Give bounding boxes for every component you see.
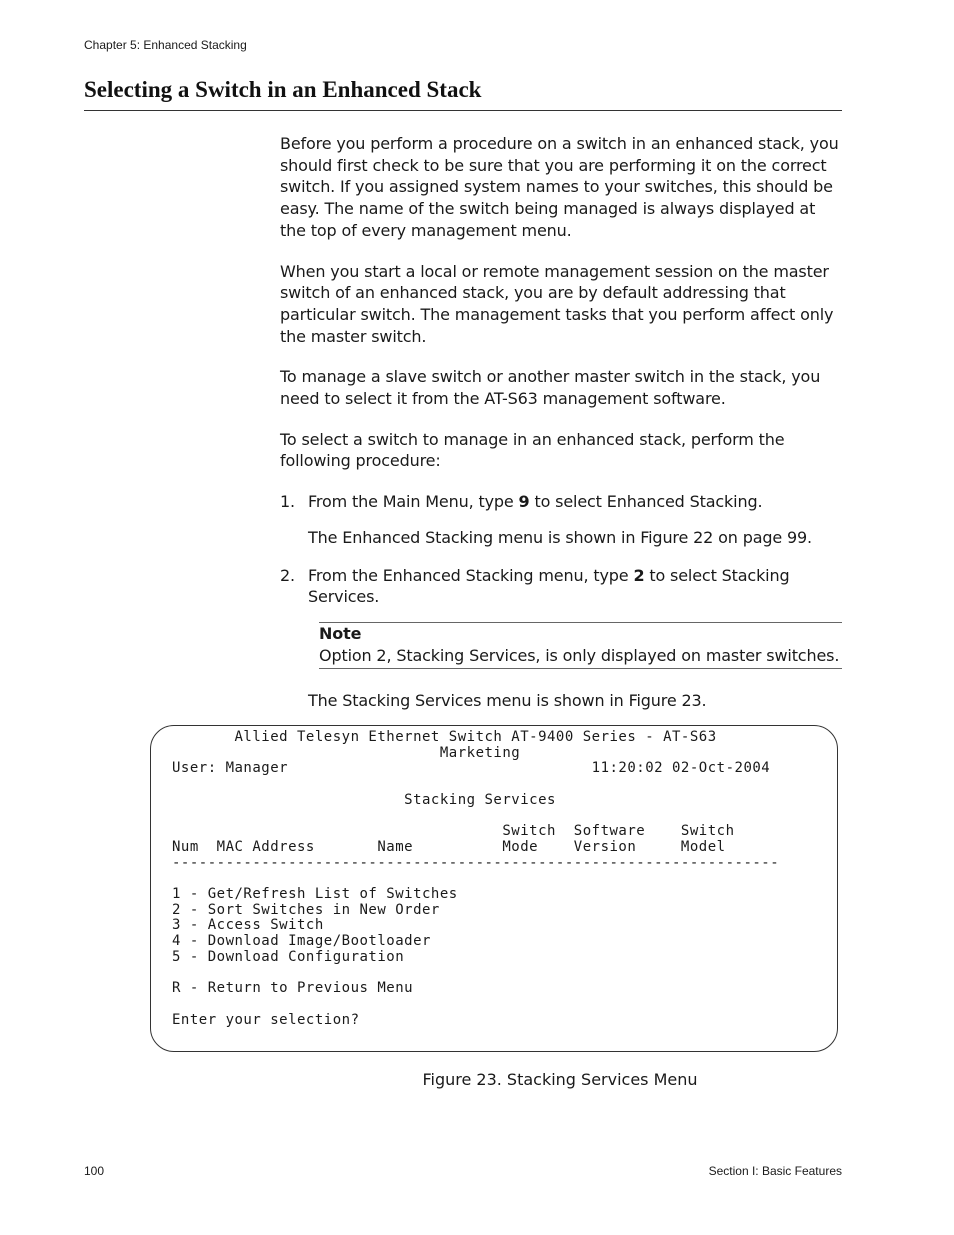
step-detail: The Stacking Services menu is shown in Figure 23. bbox=[308, 691, 707, 711]
paragraph: When you start a local or remote management session on the master switch of an enhanced stack, you are by default addressing that particular switch. The management tasks that you perform affect only the master switch. bbox=[280, 261, 834, 346]
note-label: Note bbox=[319, 623, 362, 643]
step-key: 2 bbox=[633, 565, 645, 585]
step-text: From the Main Menu, type bbox=[308, 492, 519, 512]
figure-caption: Figure 23. Stacking Services Menu bbox=[422, 1070, 698, 1089]
footer-section: Section I: Basic Features bbox=[708, 1164, 842, 1178]
step-text: to select Stacking Services. bbox=[308, 565, 790, 607]
procedure-step bbox=[280, 491, 842, 513]
body-column bbox=[280, 133, 842, 712]
section-title: Selecting a Switch in an Enhanced Stack bbox=[84, 77, 482, 102]
step-number: 1. bbox=[280, 492, 295, 512]
paragraph: To manage a slave switch or another master switch in the stack, you need to select it from the AT-S63 management software. bbox=[280, 367, 821, 409]
note-box bbox=[319, 622, 842, 669]
step-key: 9 bbox=[518, 492, 530, 512]
step-detail: The Enhanced Stacking menu is shown in Figure 22 on page 99. bbox=[308, 527, 812, 547]
paragraph: Before you perform a procedure on a switch in an enhanced stack, you should first check to be sure that you are performing it on the correct switch. If you assigned system names to your switches, this should be easy. The name of the switch being managed is always displayed at the top of every management menu. bbox=[280, 134, 839, 240]
page-number: 100 bbox=[84, 1164, 105, 1178]
note-text: Option 2, Stacking Services, is only displayed on master switches. bbox=[319, 645, 840, 665]
running-header: Chapter 5: Enhanced Stacking bbox=[84, 38, 247, 52]
step-text: From the Enhanced Stacking menu, type bbox=[308, 565, 634, 585]
step-number: 2. bbox=[280, 565, 295, 585]
terminal-screen: Allied Telesyn Ethernet Switch AT-9400 Series - AT-S63 Marketing User: Manager 11:20:02 02-Oct-2004 Stacking Services Switch Software Switch Num MAC Address Name Mode Version Model -------------------------------------------------------------------- 1 - Get/Refresh List of Switches 2 - Sort Switches in New Order 3 - Access Switch 4 - Download Image/Bootloader 5 - Download Configuration R - Return to Previous Menu Enter your selection? bbox=[172, 729, 780, 1028]
paragraph: To select a switch to manage in an enhanced stack, perform the following procedure: bbox=[280, 429, 785, 471]
step-text: to select Enhanced Stacking. bbox=[529, 492, 763, 512]
procedure-step bbox=[280, 565, 842, 608]
title-rule bbox=[84, 110, 842, 111]
